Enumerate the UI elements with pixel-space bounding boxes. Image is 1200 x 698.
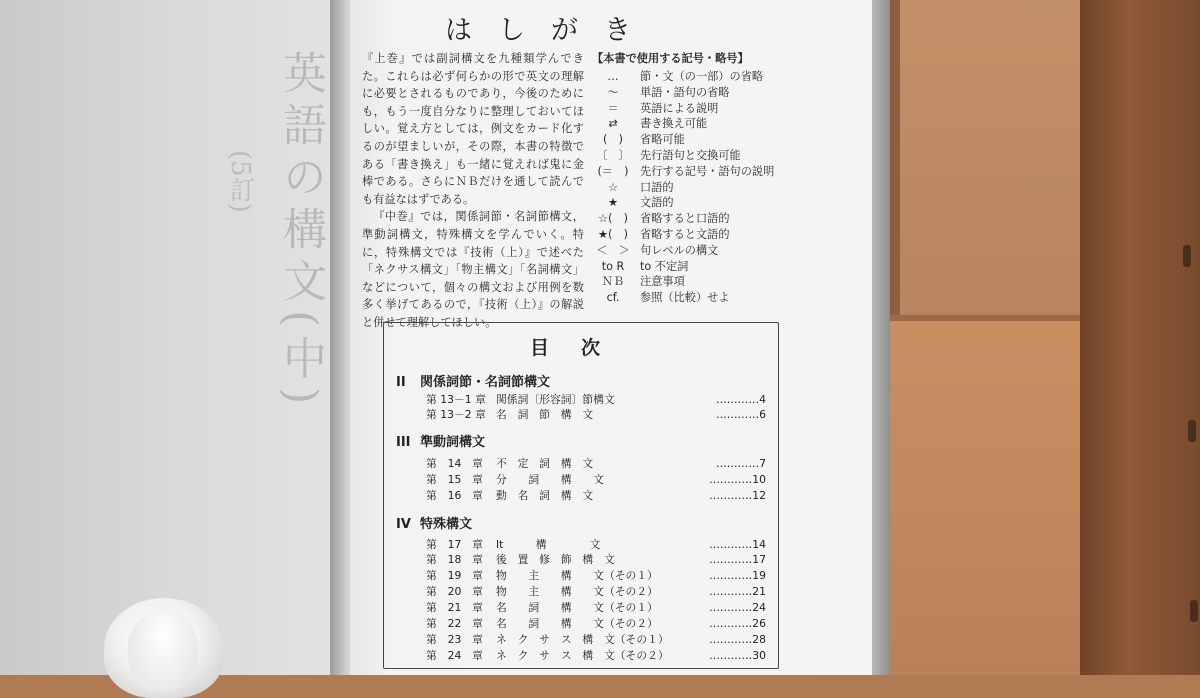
section-number: IV bbox=[396, 517, 411, 532]
legend-row bbox=[592, 85, 842, 101]
toc-section-heading bbox=[396, 513, 472, 532]
legend-description: 口語的 bbox=[640, 180, 674, 194]
chapter-number: 第 17 章 bbox=[426, 538, 483, 551]
legend-symbol: (＝ ) bbox=[597, 164, 629, 178]
legend-symbol: ( ) bbox=[603, 133, 623, 147]
legend-row bbox=[592, 116, 842, 132]
legend-symbol: 〔 〕 bbox=[596, 148, 630, 162]
legend-symbol: ～ bbox=[607, 85, 619, 99]
legend-symbol: cf. bbox=[606, 291, 620, 305]
legend-symbol: to R bbox=[601, 259, 625, 273]
section-number: III bbox=[396, 435, 411, 450]
toc-chapter-row bbox=[426, 456, 766, 471]
chapter-title: 名 詞 構 文（その１） bbox=[496, 601, 658, 614]
legend-description: 句レベルの構文 bbox=[640, 243, 719, 257]
toc-chapter-row bbox=[426, 537, 766, 552]
legend-symbol: ☆( ) bbox=[598, 212, 628, 226]
shelf-peg bbox=[1183, 245, 1191, 267]
legend-row bbox=[592, 69, 842, 85]
toc-section-heading bbox=[396, 431, 485, 450]
shelf-peg bbox=[1188, 420, 1196, 442]
toc-section-heading bbox=[396, 371, 550, 390]
legend-row bbox=[592, 195, 842, 211]
legend-description: 参照（比較）せよ bbox=[640, 291, 730, 305]
toc-chapter-row bbox=[426, 600, 766, 615]
chapter-page: …………21 bbox=[709, 585, 766, 598]
chapter-number: 第 22 章 bbox=[426, 617, 483, 630]
toc-chapter-row bbox=[426, 407, 766, 422]
legend-description: 文語的 bbox=[640, 196, 674, 210]
legend-description: to 不定詞 bbox=[640, 259, 689, 273]
toc-chapter-row bbox=[426, 648, 766, 663]
chapter-number: 第 19 章 bbox=[426, 569, 483, 582]
gloved-finger bbox=[128, 612, 198, 692]
legend-row bbox=[592, 243, 842, 259]
legend-description: 省略すると口語的 bbox=[640, 212, 730, 226]
legend-row bbox=[592, 259, 842, 275]
chapter-title: 分 詞 構 文 bbox=[496, 473, 604, 486]
chapter-title: 物 主 構 文（その２） bbox=[496, 585, 658, 598]
preface-text bbox=[362, 50, 584, 332]
chapter-number: 第 23 章 bbox=[426, 633, 483, 646]
chapter-page: …………24 bbox=[709, 601, 766, 614]
legend-row bbox=[592, 164, 842, 180]
chapter-page: …………12 bbox=[709, 489, 766, 502]
chapter-number: 第 18 章 bbox=[426, 553, 483, 566]
bookshelf-side-panel bbox=[1080, 0, 1200, 675]
table-of-contents bbox=[383, 322, 779, 669]
legend-title: 【本書で使用する記号・略号】 bbox=[592, 52, 749, 65]
toc-chapter-row bbox=[426, 568, 766, 583]
chapter-number: 第 16 章 bbox=[426, 489, 483, 502]
page-title: はしがき bbox=[445, 15, 657, 46]
legend-row bbox=[592, 132, 842, 148]
shelf-peg bbox=[1190, 600, 1198, 622]
legend-description: 先行語句と交換可能 bbox=[640, 148, 741, 162]
chapter-number: 第 15 章 bbox=[426, 473, 483, 486]
legend-symbol: ＜ ＞ bbox=[596, 243, 630, 257]
chapter-number: 第 24 章 bbox=[426, 649, 483, 662]
chapter-page: …………7 bbox=[715, 457, 766, 470]
chapter-title: 後 置 修 飾 構 文 bbox=[496, 553, 615, 566]
toc-heading: 目次 bbox=[529, 337, 632, 359]
legend-description: 英語による説明 bbox=[640, 101, 719, 115]
legend-description: 省略すると文語的 bbox=[640, 227, 730, 241]
cover-subtitle: (5訂) bbox=[225, 150, 255, 213]
legend-row bbox=[592, 148, 842, 164]
chapter-title: 物 主 構 文（その１） bbox=[496, 569, 658, 582]
chapter-page: …………19 bbox=[709, 569, 766, 582]
preface-paragraph: 『中巻』では，関係詞節・名詞節構文，準動詞構文，特殊構文を学んでいく。特に，特殊構文では『技術（上）』で述べた「ネクサス構文」「物主構文」「名詞構文」などについて，個々の構文および用例を数多く挙げてあるので，『技術（上）』の解説と併せて理解してほしい。 bbox=[362, 210, 584, 329]
legend-row bbox=[592, 101, 842, 117]
chapter-title: ネ ク サ ス 構 文（その２） bbox=[496, 649, 669, 662]
toc-chapter-row bbox=[426, 488, 766, 503]
chapter-title: 動 名 詞 構 文 bbox=[496, 489, 594, 502]
chapter-page: …………28 bbox=[709, 633, 766, 646]
chapter-number: 第 14 章 bbox=[426, 457, 483, 470]
toc-chapter-row bbox=[426, 616, 766, 631]
section-title: 関係詞節・名詞節構文 bbox=[420, 375, 551, 390]
toc-chapter-row bbox=[426, 472, 766, 487]
book-cover-page bbox=[0, 0, 338, 675]
toc-chapter-row bbox=[426, 584, 766, 599]
chapter-page: …………17 bbox=[709, 553, 766, 566]
chapter-title: ネ ク サ ス 構 文（その１） bbox=[496, 633, 669, 646]
section-title: 特殊構文 bbox=[420, 517, 473, 532]
legend-description: 単語・語句の省略 bbox=[640, 85, 730, 99]
chapter-page: …………6 bbox=[715, 408, 766, 421]
legend-symbol: … bbox=[607, 70, 619, 83]
toc-chapter-row bbox=[426, 632, 766, 647]
chapter-page: …………4 bbox=[715, 393, 766, 406]
chapter-title: 名 詞 構 文（その２） bbox=[496, 617, 658, 630]
legend-description: 書き換え可能 bbox=[640, 117, 708, 131]
bookshelf-back-panel bbox=[900, 0, 1080, 330]
legend-symbol: ＝ bbox=[607, 101, 619, 115]
legend-description: 先行する記号・語句の説明 bbox=[640, 164, 775, 178]
chapter-title: 名 詞 節 構 文 bbox=[496, 408, 594, 421]
chapter-page: …………14 bbox=[709, 538, 766, 551]
legend-symbol: ★( ) bbox=[598, 227, 628, 241]
legend-row bbox=[592, 211, 842, 227]
chapter-number: 第 20 章 bbox=[426, 585, 483, 598]
legend-symbol: ＮＢ bbox=[601, 275, 625, 289]
legend-symbol: ⇄ bbox=[608, 117, 618, 131]
chapter-number: 第 13－2 章 bbox=[426, 408, 486, 421]
symbol-legend bbox=[592, 50, 842, 306]
page-edge bbox=[872, 0, 890, 675]
section-number: II bbox=[396, 375, 406, 390]
chapter-page: …………26 bbox=[709, 617, 766, 630]
legend-row bbox=[592, 227, 842, 243]
legend-description: 節・文（の一部）の省略 bbox=[640, 70, 764, 83]
chapter-title: It 構 文 bbox=[496, 538, 601, 551]
chapter-number: 第 13－1 章 bbox=[426, 393, 486, 406]
preface-paragraph: 『上巻』では副詞構文を九種類学んできた。これらは必ず何らかの形で英文の理解に必要とされるものであり，今後のためにも，もう一度自分なりに整理しておいてほしい。覚え方としては，例文をカード化するのが望ましいが，その際，本書の特徴である「書き換え」も一緒に覚えれば鬼に金棒である。さらにＮＢだけを通して読んでも有益なはずである。 bbox=[362, 52, 584, 206]
chapter-number: 第 21 章 bbox=[426, 601, 483, 614]
cover-title: 英語の構文(中) bbox=[275, 50, 326, 413]
chapter-title: 不 定 詞 構 文 bbox=[496, 457, 594, 470]
legend-row bbox=[592, 274, 842, 290]
legend-symbol: ★ bbox=[607, 196, 619, 210]
legend-row bbox=[592, 290, 842, 306]
legend-symbol: ☆ bbox=[607, 180, 619, 194]
section-title: 準動詞構文 bbox=[420, 435, 486, 450]
chapter-page: …………10 bbox=[709, 473, 766, 486]
legend-row bbox=[592, 180, 842, 196]
chapter-page: …………30 bbox=[709, 649, 766, 662]
toc-chapter-row bbox=[426, 552, 766, 567]
legend-description: 注意事項 bbox=[640, 275, 685, 289]
legend-description: 省略可能 bbox=[640, 133, 685, 147]
chapter-title: 関係詞〔形容詞〕節構文 bbox=[496, 393, 615, 406]
toc-chapter-row bbox=[426, 392, 766, 407]
